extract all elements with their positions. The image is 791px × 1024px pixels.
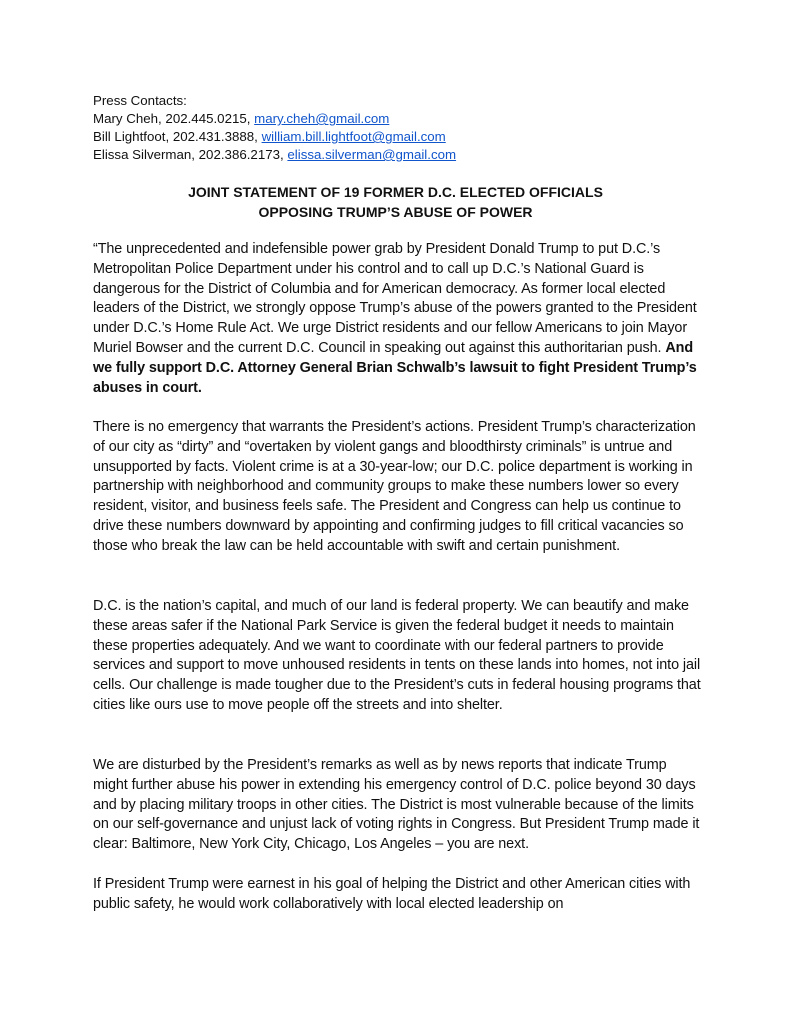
- contact-info: Mary Cheh, 202.445.0215,: [93, 111, 255, 126]
- paragraph-1-text: “The unprecedented and indefensible power grab by President Donald Trump to put D.C.’s Metropolitan Police Department under his control and to call up D.C.’s National Guard is dangerous for the District of Columbia and for American democracy. As former local elected leaders of the District, we strongly oppose Trump’s abuse of the powers granted to the President under D.C.’s Home Rule Act. We urge District residents and our fellow Americans to join Mayor Muriel Bowser and the current D.C. Council in speaking out against this authoritarian push.: [93, 241, 697, 356]
- contact-elissa-silverman: [93, 146, 713, 164]
- paragraph-2-text: There is no emergency that warrants the President’s actions. President Trump’s characterization of our city as “dirty” and “overtaken by violent gangs and bloodthirsty criminals” is untrue and unsupported by facts. Violent crime is at a 30-year-low; our D.C. police department is working in partnership with neighborhood and community groups to make these numbers lower so every resident, visitor, and business feels safe. The President and Congress can help us continue to drive these numbers downward by appointing and confirming judges to fill critical vacancies so those who break the law can be held accountable with swift and certain punishment.: [93, 419, 696, 554]
- contact-info: Bill Lightfoot, 202.431.3888,: [93, 129, 262, 144]
- paragraph-5-text: If President Trump were earnest in his goal of helping the District and other American cities with public safety, he would work collaboratively with local elected leadership on: [93, 876, 691, 912]
- title-line-2: OPPOSING TRUMP’S ABUSE OF POWER: [258, 204, 533, 220]
- email-link-bill-lightfoot[interactable]: william.bill.lightfoot@gmail.com: [261, 129, 446, 144]
- email-link-mary-cheh[interactable]: mary.cheh@gmail.com: [254, 111, 390, 126]
- paragraph-5: [93, 875, 703, 915]
- paragraph-1: [93, 240, 703, 398]
- email-link-elissa-silverman[interactable]: elissa.silverman@gmail.com: [287, 147, 457, 162]
- contact-info: Elissa Silverman, 202.386.2173,: [93, 147, 288, 162]
- paragraph-2: [93, 418, 703, 557]
- paragraph-1-bold: And we fully support D.C. Attorney General Brian Schwalb’s lawsuit to fight President Trump’s abuses in court.: [93, 339, 697, 396]
- contact-bill-lightfoot: [93, 128, 713, 146]
- paragraph-4: [93, 756, 703, 855]
- press-contacts: [93, 92, 713, 164]
- press-contacts-heading: Press Contacts:: [93, 93, 187, 108]
- paragraph-4-text: We are disturbed by the President’s remarks as well as by news reports that indicate Trump might further abuse his power in extending his emergency control of D.C. police beyond 30 days and by placing military troops in other cities. The District is most vulnerable because of the limits on our self-governance and unjust lack of voting rights in Congress. But President Trump made it clear: Baltimore, New York City, Chicago, Los Angeles – you are next.: [93, 757, 700, 853]
- paragraph-3-text: D.C. is the nation’s capital, and much of our land is federal property. We can beautify and make these areas safer if the National Park Service is given the federal budget it needs to maintain these properties adequately. And we want to coordinate with our federal partners to provide services and support to move unhoused residents in tents on these lands into homes, not into jail cells. Our challenge is made tougher due to the President’s cuts in federal housing programs that cities like ours use to move people off the streets and into shelter.: [93, 598, 701, 713]
- contact-mary-cheh: [93, 110, 713, 128]
- title-line-1: JOINT STATEMENT OF 19 FORMER D.C. ELECTED OFFICIALS: [188, 184, 603, 200]
- statement-title: [93, 182, 698, 222]
- paragraph-3: [93, 597, 703, 716]
